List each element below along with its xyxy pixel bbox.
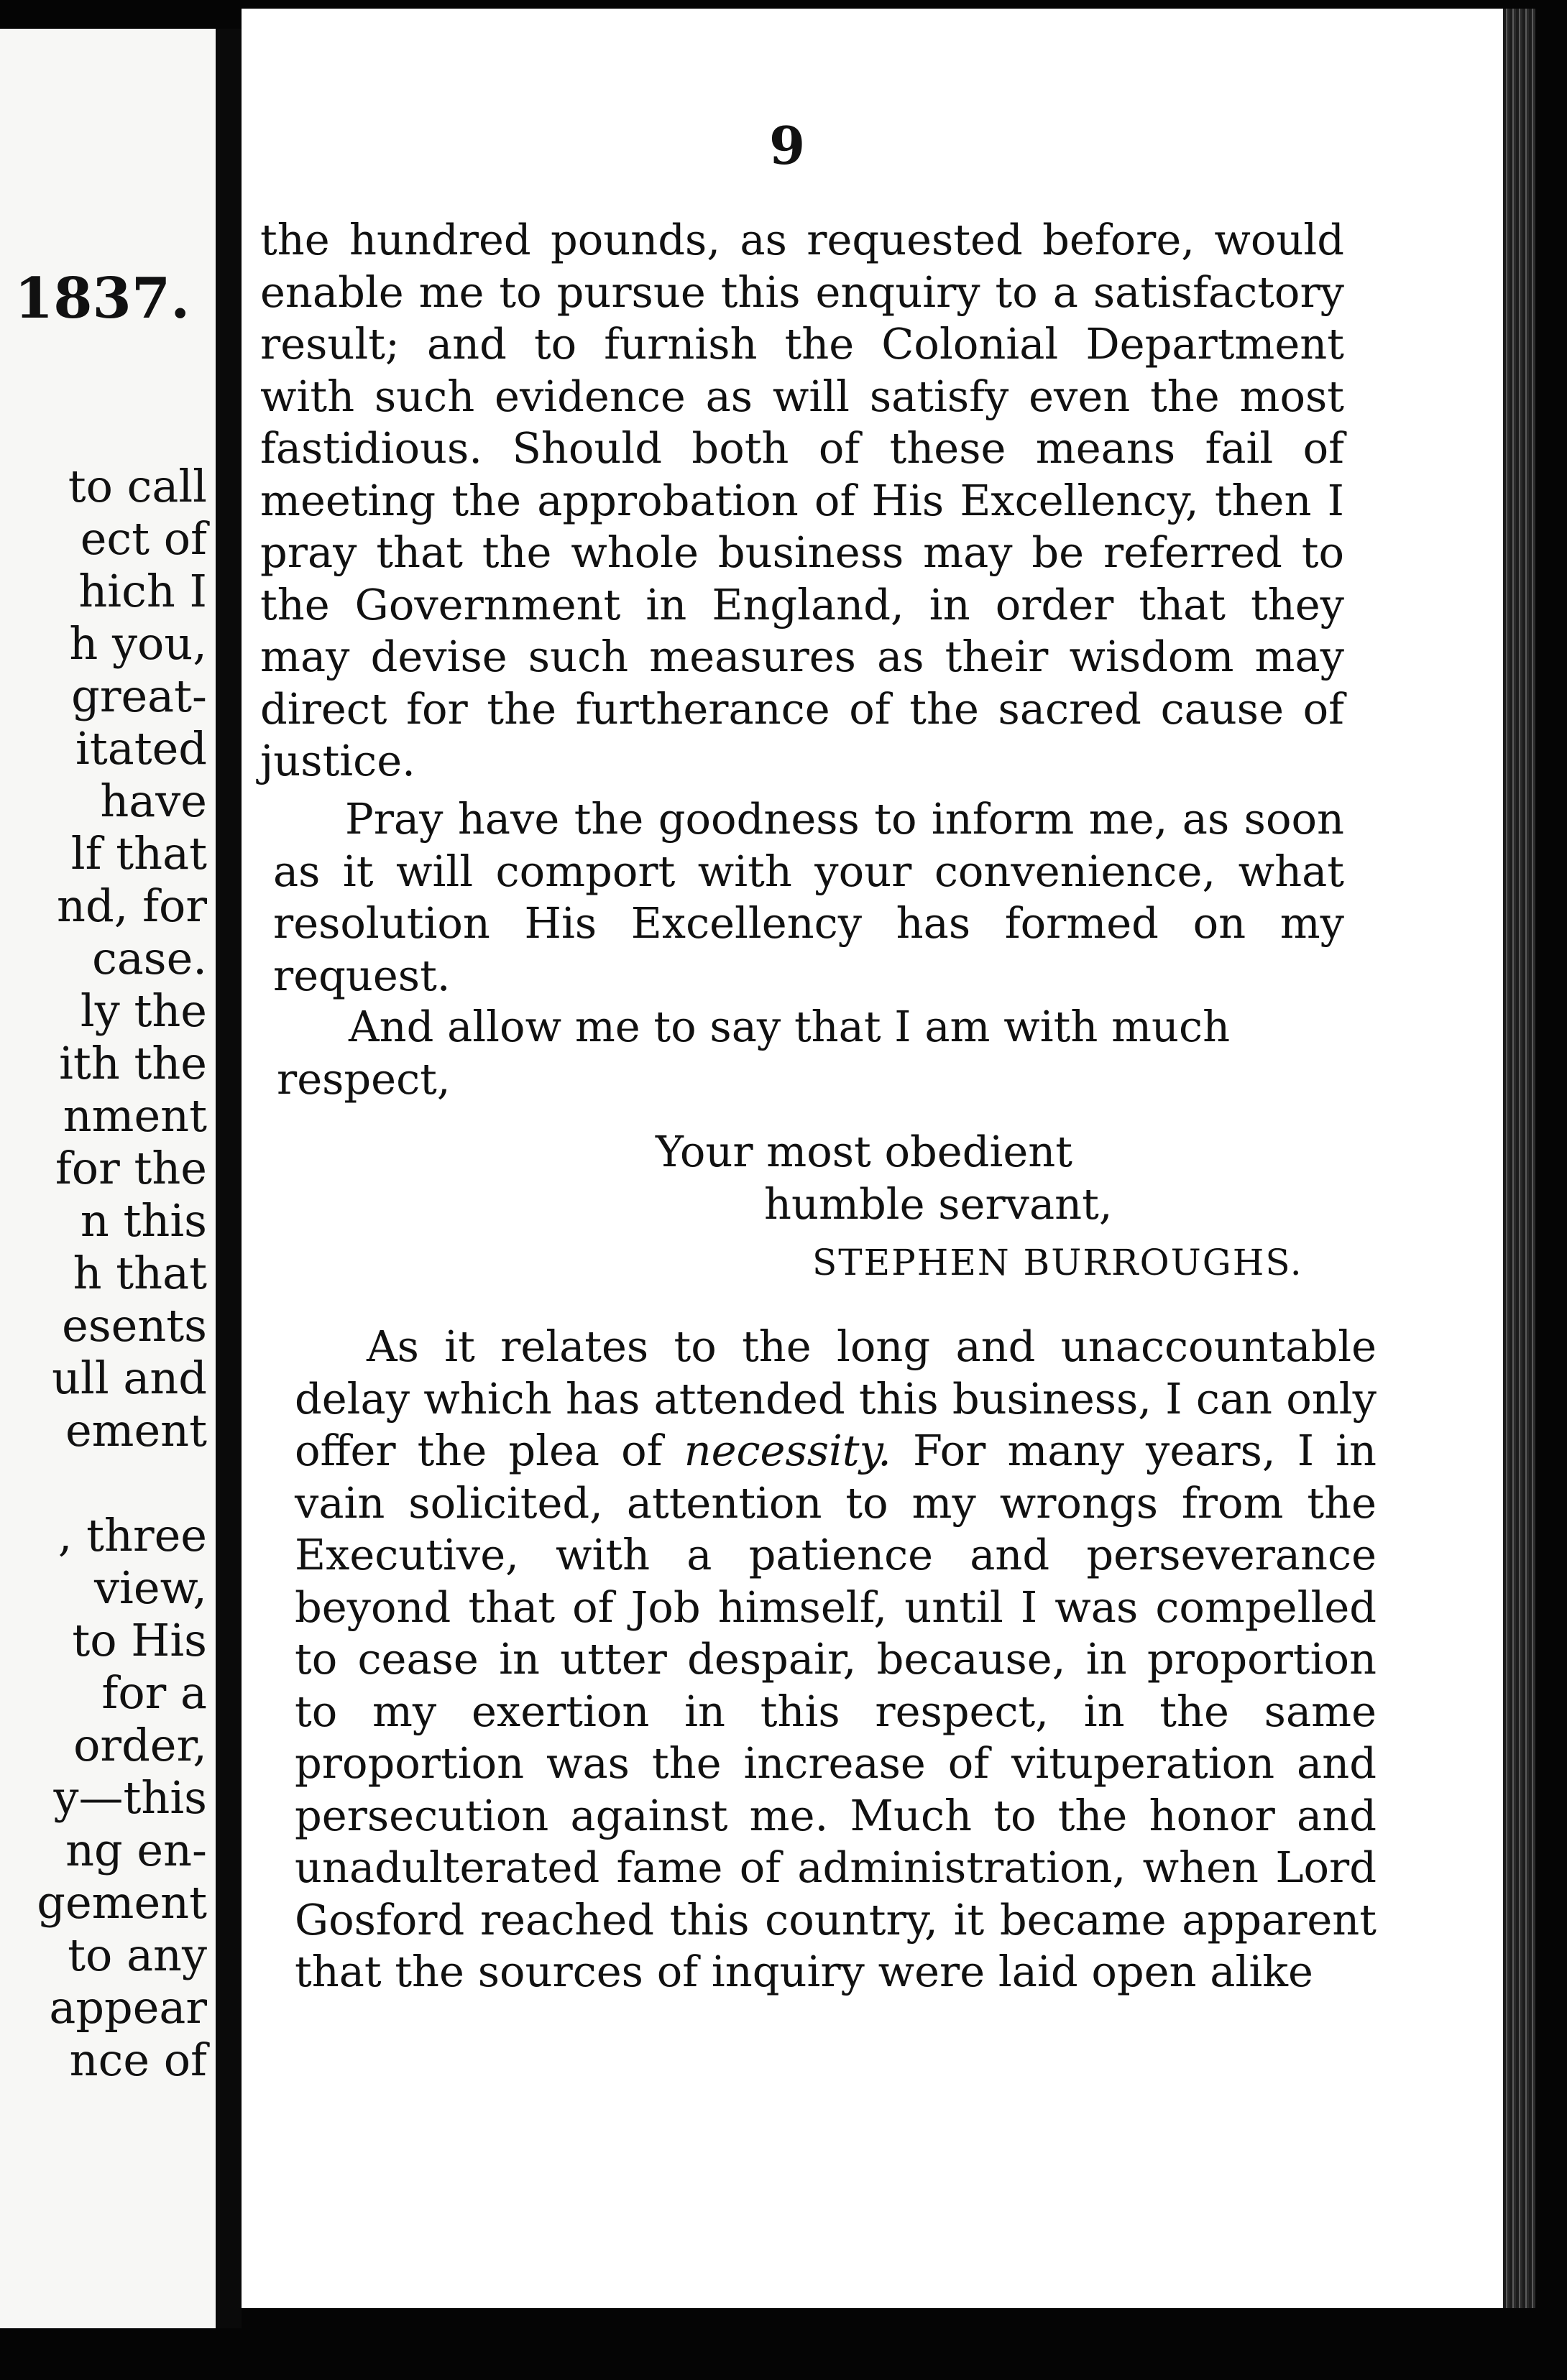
- letter-paragraph-3-text: And allow me to say that I am with much respect,: [277, 1002, 1231, 1104]
- left-page-fragment: nce of: [69, 2034, 207, 2086]
- left-page-fragment: to any: [68, 1929, 207, 1981]
- left-page-text: [37, 460, 207, 2086]
- left-page-fragment: hich I: [78, 565, 207, 617]
- closing-line-1: Your most obedient: [656, 1127, 1072, 1176]
- commentary-italic-word: necessity.: [684, 1426, 891, 1475]
- left-page-fragment: ng en-: [65, 1824, 207, 1876]
- left-page-fragment: esents: [62, 1299, 207, 1352]
- left-page-fragment: for the: [55, 1142, 207, 1194]
- left-page: [0, 29, 216, 2328]
- left-page-year: 1837.: [14, 266, 190, 331]
- letter-paragraph-3: [277, 1001, 1348, 1105]
- left-page-fragment: case.: [92, 932, 207, 984]
- letter-paragraph-2-text: Pray have the goodness to inform me, as soon as it will comport with your convenience, what resolution His Excellency has formed on my request.: [273, 794, 1344, 1000]
- left-page-fragment: itated: [75, 722, 207, 775]
- letter-paragraph-1-text: the hundred pounds, as requested before, would enable me to pursue this enquiry to a satisfactory result; and to furnish the Colonial Department with such evidence as will satisfy even the most fastidious. Should both of these means fail of meeting the approbation of His Excellency, then I pray that the whole business may be referred to the Government in England, in order that they may devise such measures as their wisdom may direct for the furtherance of the sacred cause of justice.: [260, 215, 1344, 785]
- left-page-fragment: n this: [80, 1194, 207, 1247]
- letter-paragraph-2: [273, 793, 1344, 1002]
- left-page-fragment: y—this: [53, 1771, 207, 1824]
- left-page-fragment: gement: [37, 1876, 207, 1929]
- left-page-fragment: h that: [73, 1247, 207, 1299]
- page-edges: [1503, 9, 1535, 2308]
- left-page-fragment: appear: [49, 1981, 207, 2034]
- left-page-fragment: for a: [101, 1666, 207, 1719]
- closing-line-2: humble servant,: [764, 1179, 1113, 1229]
- left-page-fragment: ect of: [80, 512, 207, 565]
- left-page-fragment: , three: [58, 1509, 207, 1562]
- left-page-fragment: view,: [94, 1562, 207, 1614]
- left-page-fragment: great-: [71, 670, 207, 722]
- book-gutter: [216, 29, 242, 2328]
- signature: STEPHEN BURROUGHS.: [812, 1242, 1303, 1283]
- commentary-before-italic: As it relates to the long and unaccountable delay which has attended this business, I can only offer the plea of: [295, 1322, 1377, 1475]
- left-page-fragment: h you,: [69, 617, 207, 670]
- left-page-fragment: to call: [68, 460, 207, 512]
- commentary-after-italic: For many years, I in vain solicited, attention to my wrongs from the Executive, with a patience and perseverance beyond that of Job himself, until I was compelled to cease in utter despair, because, in proportion to my exertion in this respect, in the same proportion was the increase of vituperation and persecution against me. Much to the honor and unadulterated fame of administration, when Lord Gosford reached this country, it became apparent that the sources of inquiry were laid open alike: [295, 1426, 1377, 1996]
- left-page-fragment: nment: [63, 1089, 207, 1142]
- left-page-fragment: nd, for: [57, 880, 207, 932]
- commentary-paragraph: [295, 1321, 1377, 1998]
- left-page-fragment: ement: [65, 1404, 207, 1457]
- left-page-fragment: ly the: [80, 984, 207, 1037]
- letter-paragraph-1: [260, 214, 1344, 788]
- left-page-fragment: ull and: [52, 1352, 207, 1404]
- left-page-fragment: to His: [72, 1614, 207, 1666]
- left-page-fragment: have: [100, 775, 207, 827]
- left-page-fragment: lf that: [70, 827, 207, 880]
- left-page-fragment: order,: [73, 1719, 207, 1771]
- left-page-fragment: ith the: [59, 1037, 207, 1089]
- page-number: 9: [769, 115, 806, 176]
- left-page-fragment: [37, 1457, 207, 1509]
- commentary-text: [295, 1321, 1377, 1998]
